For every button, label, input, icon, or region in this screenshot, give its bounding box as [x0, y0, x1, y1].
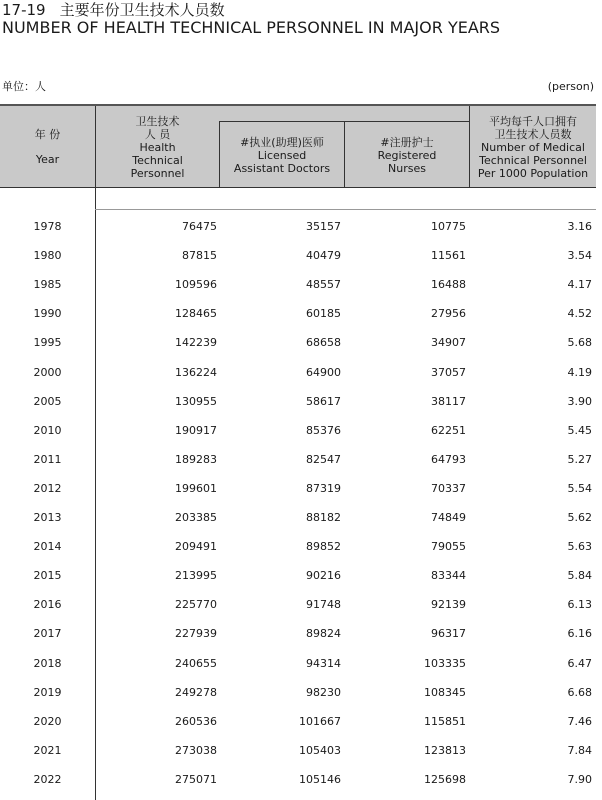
header-lad-en1: Licensed [257, 148, 307, 162]
cell-registered-nurses: 11561 [431, 249, 466, 263]
title-english: NUMBER OF HEALTH TECHNICAL PERSONNEL IN MAJOR YEARS [2, 18, 501, 37]
table-row [0, 619, 596, 648]
cell-licensed-doctors: 89852 [306, 540, 341, 554]
table-row [0, 358, 596, 387]
cell-health-technical-personnel: 209491 [175, 540, 217, 554]
header-licensed-doctors [220, 122, 344, 188]
cell-year: 2018 [33, 656, 62, 670]
cell-licensed-doctors: 101667 [299, 714, 341, 728]
cell-year: 2013 [33, 511, 62, 524]
cell-licensed-doctors: 85376 [306, 423, 341, 437]
cell-licensed-doctors: 40479 [306, 249, 341, 263]
table-row [0, 416, 596, 445]
cell-registered-nurses: 123813 [424, 743, 466, 757]
cell-per-1000: 5.27 [567, 452, 592, 466]
cell-per-1000: 5.45 [567, 423, 592, 437]
cell-health-technical-personnel: 225770 [175, 598, 217, 612]
cell-per-1000: 5.84 [567, 569, 592, 583]
cell-health-technical-personnel: 87815 [182, 249, 217, 263]
table-row [0, 649, 596, 678]
cell-licensed-doctors: 94314 [306, 656, 341, 670]
header-year-cn: 年 份 [34, 128, 61, 141]
cell-per-1000: 3.90 [567, 394, 592, 408]
cell-per-1000: 6.13 [567, 598, 592, 612]
cell-year: 2000 [33, 365, 62, 379]
cell-registered-nurses: 96317 [431, 627, 466, 641]
table-row [0, 299, 596, 328]
header-group-rule [219, 121, 470, 122]
cell-licensed-doctors: 58617 [306, 394, 341, 408]
cell-year: 1985 [33, 278, 62, 292]
header-per-en1: Number of Medical [481, 140, 585, 154]
header-htp-en3: Personnel [130, 166, 185, 180]
cell-licensed-doctors: 82547 [306, 452, 341, 466]
body-top-rule [95, 209, 596, 210]
cell-registered-nurses: 115851 [424, 714, 466, 728]
cell-health-technical-personnel: 142239 [175, 336, 217, 350]
title-cn-text: 主要年份卫生技术人员数 [59, 1, 225, 19]
table-row [0, 590, 596, 619]
cell-health-technical-personnel: 275071 [175, 772, 217, 786]
table-row [0, 387, 596, 416]
cell-registered-nurses: 38117 [431, 394, 466, 408]
header-registered-nurses [345, 122, 469, 188]
header-year-en: Year [35, 153, 60, 166]
cell-year: 2014 [33, 540, 62, 554]
cell-per-1000: 3.16 [567, 220, 592, 233]
table-body [0, 186, 596, 800]
cell-per-1000: 6.47 [567, 656, 592, 670]
cell-per-1000: 4.17 [567, 278, 592, 292]
cell-licensed-doctors: 105146 [299, 772, 341, 786]
cell-licensed-doctors: 64900 [306, 365, 341, 379]
cell-registered-nurses: 79055 [431, 540, 466, 554]
cell-licensed-doctors: 89824 [306, 627, 341, 641]
header-per-en2: Technical Personnel [479, 153, 587, 167]
table-row [0, 532, 596, 561]
table-row [0, 241, 596, 270]
cell-health-technical-personnel: 213995 [175, 569, 217, 583]
cell-licensed-doctors: 48557 [306, 278, 341, 292]
cell-health-technical-personnel: 227939 [175, 627, 217, 641]
cell-health-technical-personnel: 273038 [175, 743, 217, 757]
cell-licensed-doctors: 91748 [306, 598, 341, 612]
cell-licensed-doctors: 87319 [306, 481, 341, 495]
header-rn-en2: Nurses [388, 161, 426, 175]
cell-registered-nurses: 83344 [431, 569, 466, 583]
cell-registered-nurses: 64793 [431, 452, 466, 466]
table-row [0, 765, 596, 794]
header-year [0, 106, 95, 188]
cell-registered-nurses: 103335 [424, 656, 466, 670]
table-row [0, 212, 596, 241]
cell-licensed-doctors: 68658 [306, 336, 341, 350]
cell-year: 2016 [33, 598, 62, 612]
header-per-cn2: 卫生技术人员数 [494, 127, 572, 141]
header-lad-en2: Assistant Doctors [233, 161, 331, 175]
cell-year: 2020 [33, 714, 62, 728]
header-lad-cn: #执业(助理)医师 [240, 135, 324, 149]
table-row [0, 678, 596, 707]
cell-health-technical-personnel: 260536 [175, 714, 217, 728]
header-health-technical-personnel [96, 106, 219, 188]
header-divider [344, 121, 345, 188]
cell-health-technical-personnel: 189283 [175, 452, 217, 466]
cell-health-technical-personnel: 240655 [175, 656, 217, 670]
cell-per-1000: 6.16 [567, 627, 592, 641]
header-divider [469, 106, 470, 188]
table-row [0, 561, 596, 590]
cell-registered-nurses: 74849 [431, 511, 466, 524]
table-row [0, 707, 596, 736]
cell-health-technical-personnel: 136224 [175, 365, 217, 379]
cell-per-1000: 7.84 [567, 743, 592, 757]
cell-health-technical-personnel: 190917 [175, 423, 217, 437]
table-row [0, 328, 596, 357]
cell-health-technical-personnel: 128465 [175, 307, 217, 321]
table-row [0, 445, 596, 474]
cell-year: 2005 [33, 394, 62, 408]
cell-per-1000: 3.54 [567, 249, 592, 263]
cell-registered-nurses: 70337 [431, 481, 466, 495]
cell-year: 2015 [33, 569, 62, 583]
cell-year: 2021 [33, 743, 62, 757]
table-row [0, 503, 596, 532]
cell-per-1000: 6.68 [567, 685, 592, 699]
header-rn-cn: #注册护士 [380, 135, 434, 149]
cell-licensed-doctors: 60185 [306, 307, 341, 321]
cell-health-technical-personnel: 76475 [182, 220, 217, 233]
cell-year: 2012 [33, 481, 62, 495]
cell-registered-nurses: 16488 [431, 278, 466, 292]
cell-registered-nurses: 34907 [431, 336, 466, 350]
cell-registered-nurses: 108345 [424, 685, 466, 699]
header-per-en3: Per 1000 Population [477, 166, 589, 180]
header-per-1000 [470, 106, 596, 188]
cell-registered-nurses: 92139 [431, 598, 466, 612]
header-per-cn1: 平均每千人口拥有 [489, 114, 577, 128]
cell-registered-nurses: 27956 [431, 307, 466, 321]
cell-health-technical-personnel: 249278 [175, 685, 217, 699]
unit-label-cn: 单位：人 [2, 80, 46, 93]
header-htp-cn2: 人 员 [144, 127, 171, 141]
cell-per-1000: 4.52 [567, 307, 592, 321]
table-row [0, 736, 596, 765]
header-rn-en1: Registered [377, 148, 437, 162]
cell-licensed-doctors: 35157 [306, 220, 341, 233]
cell-year: 2019 [33, 685, 62, 699]
header-htp-en2: Technical [132, 153, 183, 167]
cell-year: 1990 [33, 307, 62, 321]
cell-per-1000: 4.19 [567, 365, 592, 379]
cell-per-1000: 7.90 [567, 772, 592, 786]
unit-label-en: (person) [547, 80, 594, 93]
cell-registered-nurses: 125698 [424, 772, 466, 786]
cell-per-1000: 5.62 [567, 511, 592, 524]
cell-health-technical-personnel: 130955 [175, 394, 217, 408]
cell-per-1000: 5.68 [567, 336, 592, 350]
cell-per-1000: 5.63 [567, 540, 592, 554]
cell-licensed-doctors: 98230 [306, 685, 341, 699]
cell-registered-nurses: 37057 [431, 365, 466, 379]
cell-health-technical-personnel: 199601 [175, 481, 217, 495]
cell-year: 2010 [33, 423, 62, 437]
cell-health-technical-personnel: 203385 [175, 511, 217, 524]
cell-licensed-doctors: 88182 [306, 511, 341, 524]
cell-year: 2017 [33, 627, 62, 641]
header-htp-cn1: 卫生技术 [135, 114, 180, 128]
header-divider [219, 121, 220, 188]
cell-per-1000: 7.46 [567, 714, 592, 728]
cell-health-technical-personnel: 109596 [175, 278, 217, 292]
table-row [0, 270, 596, 299]
cell-year: 2011 [33, 452, 62, 466]
cell-year: 1980 [33, 249, 62, 263]
cell-year: 1978 [33, 220, 62, 233]
table-row [0, 474, 596, 503]
cell-year: 2022 [33, 772, 62, 786]
cell-licensed-doctors: 90216 [306, 569, 341, 583]
cell-licensed-doctors: 105403 [299, 743, 341, 757]
table-number: 17-19 [2, 1, 46, 19]
header-divider [95, 106, 96, 188]
cell-registered-nurses: 62251 [431, 423, 466, 437]
table-header [0, 104, 596, 188]
cell-per-1000: 5.54 [567, 481, 592, 495]
cell-registered-nurses: 10775 [431, 220, 466, 233]
cell-year: 1995 [33, 336, 62, 350]
header-htp-en1: Health [139, 140, 176, 154]
